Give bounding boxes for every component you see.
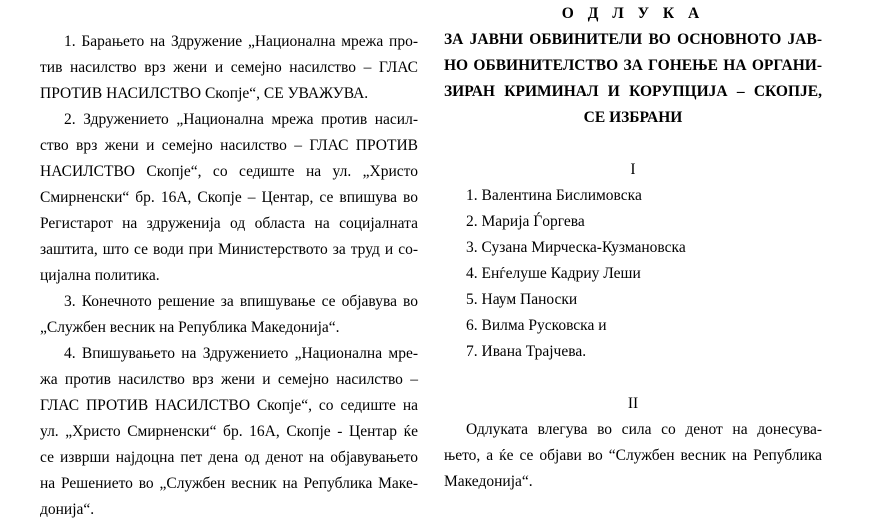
decision-point-3-line-1: 3. Конечното решение за впишување се објавува во [64,293,418,310]
closing-line-2: њето, а ќе се објави во “Службен весник на Република [444,447,822,464]
decision-heading-line-3: ЗИРАН КРИМИНАЛ И КОРУПЦИЈА – СКОПЈЕ, [444,83,822,100]
decision-point-1-line-3: ПРОТИВ НАСИЛСТВО Скопје“, СЕ УВАЖУВА. [40,85,369,102]
decision-point-4-line-5: се изврши најдоцна пет дена од денот на објавувањето [40,449,418,466]
appointee-list-item: 2. Марија Ѓоргева [466,213,585,230]
appointee-list-item: 4. Енѓелуше Кадриу Леши [466,265,641,282]
decision-point-4-line-7: донија“. [40,501,95,518]
section-one-numeral: I [630,161,636,178]
decision-point-2-line-4: Смирненски“ бр. 16А, Скопје – Центар, се впишува во [40,189,418,206]
decision-point-4-line-6: на Решението во „Службен весник на Република Маке- [40,475,418,492]
decision-point-4-line-3: ГЛАС ПРОТИВ НАСИЛСТВО Скопје“, со седиште на [40,397,418,414]
decision-point-3-line-2: „Службен весник на Република Македонија“. [40,319,340,336]
decision-point-4-line-1: 4. Впишувањето на Здружението „Национална мре- [64,345,418,362]
appointee-list-item: 5. Наум Паноски [466,291,578,308]
decision-heading-line-4: СЕ ИЗБРАНИ [583,109,683,126]
decision-point-2-line-2: ство врз жени и семејно насилство – ГЛАС ПРОТИВ [40,137,418,154]
appointee-list-item: 3. Сузана Мирческа-Кузмановска [466,239,686,256]
decision-point-4-line-4: ул. „Христо Смирненски“ бр. 16А, Скопје - Центар ќе [40,423,418,440]
decision-point-2-line-6: заштита, што се води при Министерството за труд и со- [40,241,418,258]
decision-point-2-line-7: цијална политика. [40,267,160,284]
closing-line-3: Македонија“. [444,473,533,490]
decision-title: О Д Л У К А [561,5,705,22]
decision-point-1-line-2: тив насилство врз жени и семејно насилство – ГЛАС [40,59,418,76]
decision-heading-line-2: НО ОБВИНИТЕЛСТВО ЗА ГОНЕЊЕ НА ОРГАНИ- [444,57,822,74]
decision-point-1-line-1: 1. Барањето на Здружение „Национална мрежа про- [64,33,418,50]
closing-line-1: Одлуката влегува во сила со денот на донесува- [466,421,822,438]
decision-point-2-line-1: 2. Здружението „Национална мрежа против насил- [64,111,418,128]
appointee-list-item: 7. Ивана Трајчева. [466,343,587,360]
section-two-numeral: II [627,395,639,412]
decision-heading-line-1: ЗА ЈАВНИ ОБВИНИТЕЛИ ВО ОСНОВНОТО ЈАВ- [444,31,822,48]
decision-point-2-line-5: Регистарот на здруженија од областа на социјалната [40,215,418,232]
appointee-list-item: 1. Валентина Бислимовска [466,187,642,204]
decision-point-4-line-2: жа против насилство врз жени и семејно насилство – [40,371,418,388]
decision-point-2-line-3: НАСИЛСТВО Скопје“, со седиште на ул. „Христо [40,163,418,180]
appointee-list-item: 6. Вилма Русковска и [466,317,607,334]
